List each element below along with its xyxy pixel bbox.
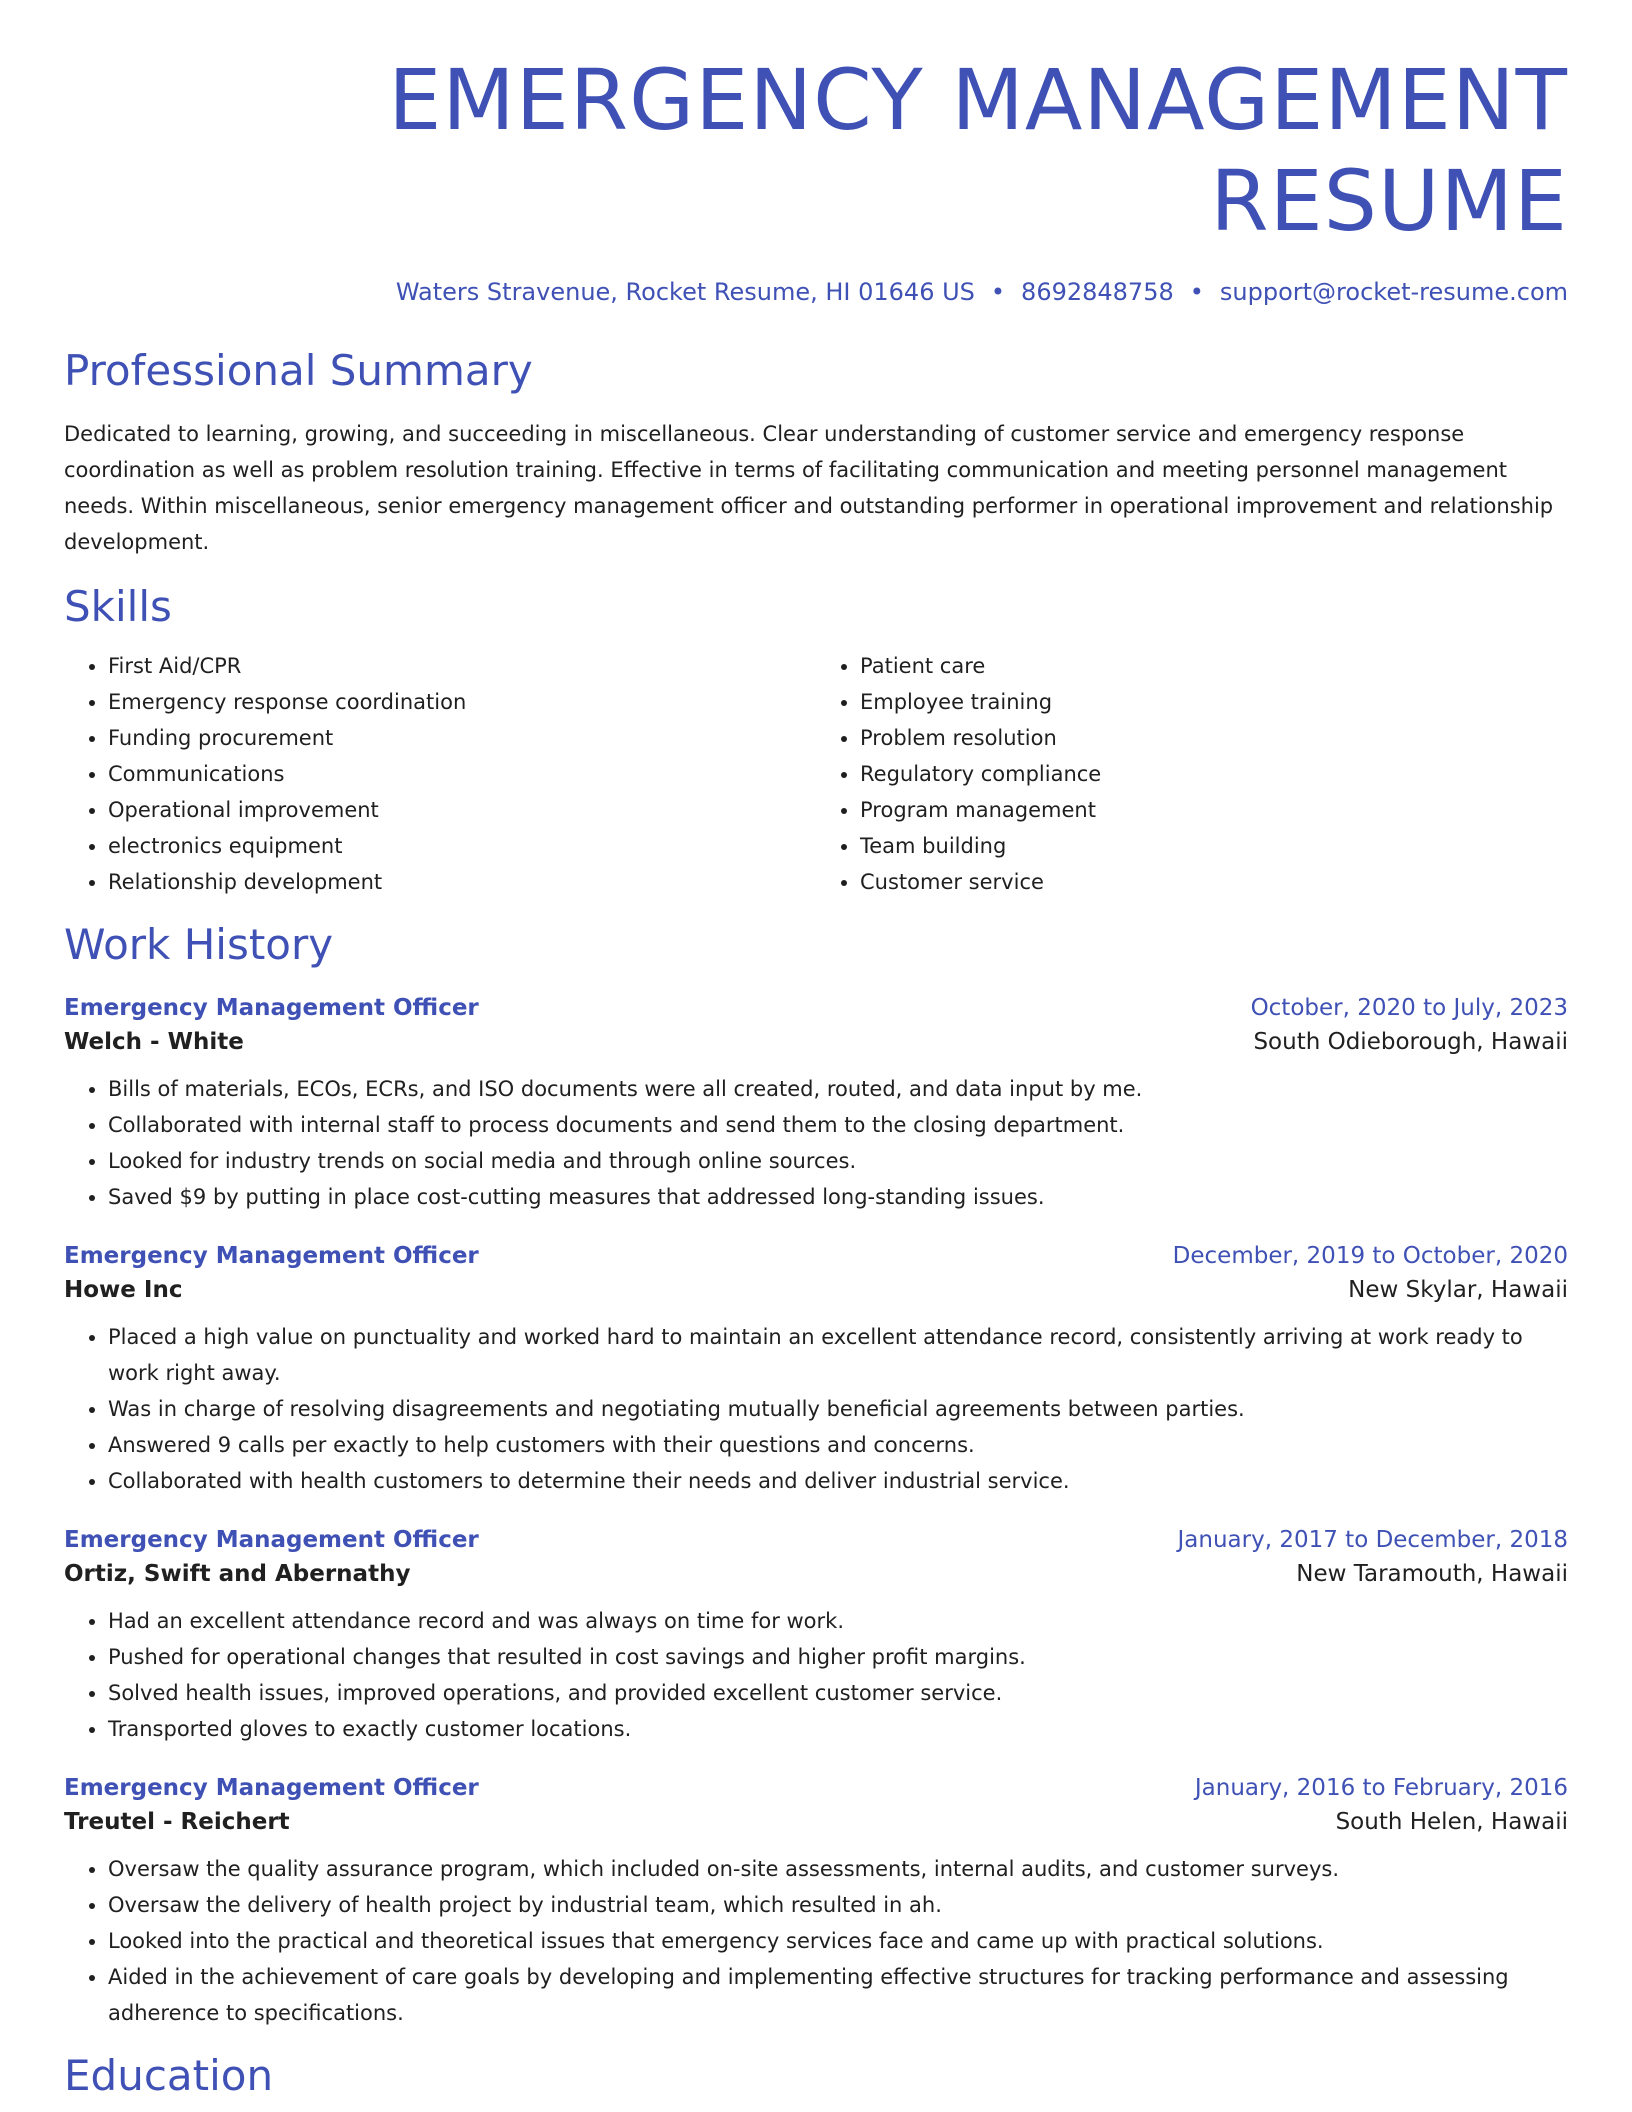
job-bullet: • Bills of materials, ECOs, ECRs, and ISO documents were all created, routed, and data input by me. xyxy=(108,1071,1568,1107)
work-history-section xyxy=(64,920,1568,2030)
job-company: Treutel - Reichert xyxy=(64,1808,290,1835)
phone-number: 8692848758 xyxy=(1021,277,1174,306)
education-section xyxy=(64,2051,1568,2101)
job-title: Emergency Management Officer xyxy=(64,1774,479,1801)
skill-item: • Program management xyxy=(860,792,1568,828)
page-title: EMERGENCY MANAGEMENT RESUME xyxy=(388,51,1568,250)
skill-item: • Operational improvement xyxy=(108,792,816,828)
job-title: Emergency Management Officer xyxy=(64,1242,479,1269)
job-bullets xyxy=(64,1319,1568,1499)
separator-dot: • xyxy=(990,277,1006,306)
skill-item: • Funding procurement xyxy=(108,720,816,756)
job-bullet: • Answered 9 calls per exactly to help customers with their questions and concerns. xyxy=(108,1427,1568,1463)
job-bullet: • Had an excellent attendance record and was always on time for work. xyxy=(108,1603,1568,1639)
job-bullet: • Solved health issues, improved operations, and provided excellent customer service. xyxy=(108,1675,1568,1711)
separator-dot: • xyxy=(1189,277,1204,306)
job-bullet: • Oversaw the quality assurance program, which included on-site assessments, internal audits, and customer surveys. xyxy=(108,1851,1568,1887)
job-bullet: • Collaborated with internal staff to process documents and send them to the closing department. xyxy=(108,1107,1568,1143)
summary-text: Dedicated to learning, growing, and succeeding in miscellaneous. Clear understanding of customer service and emergency response coordination as well as problem resolution training. Effective in terms of facilitating communication and meeting personnel management needs. Within miscellaneous, senior emergency management officer and outstanding performer in operational improvement and relationship development. xyxy=(64,421,1554,554)
job-bullets xyxy=(64,1851,1568,2031)
skill-item: • Communications xyxy=(108,756,816,792)
skills-section xyxy=(64,582,1568,900)
job-company-row xyxy=(64,1029,1568,1055)
job-bullet: • Collaborated with health customers to determine their needs and deliver industrial service. xyxy=(108,1463,1568,1499)
job-company: Howe Inc xyxy=(64,1276,183,1303)
skill-item: • Regulatory compliance xyxy=(860,756,1568,792)
job-title: Emergency Management Officer xyxy=(64,994,479,1021)
job-company-row xyxy=(64,1277,1568,1303)
job-bullets xyxy=(64,1603,1568,1747)
job-location: South Helen, Hawaii xyxy=(1335,1808,1568,1835)
job-header-row xyxy=(64,1243,1568,1269)
section-title-skills: Skills xyxy=(64,581,172,631)
job-dates: December, 2019 to October, 2020 xyxy=(1172,1242,1568,1269)
job-dates: January, 2016 to February, 2016 xyxy=(1194,1774,1568,1801)
job-bullet: • Looked for industry trends on social media and through online sources. xyxy=(108,1143,1568,1179)
job-bullet: • Placed a high value on punctuality and worked hard to maintain an excellent attendance record, consistently arriving at work ready to work right away. xyxy=(108,1319,1568,1391)
job-entry xyxy=(64,1243,1568,1499)
job-bullet: • Looked into the practical and theoretical issues that emergency services face and came up with practical solutions. xyxy=(108,1923,1568,1959)
job-company-row xyxy=(64,1809,1568,1835)
skill-item: • Employee training xyxy=(860,684,1568,720)
section-title-summary: Professional Summary xyxy=(64,345,533,395)
skill-item: • Team building xyxy=(860,828,1568,864)
skills-list-left xyxy=(64,648,816,900)
job-bullet: • Aided in the achievement of care goals by developing and implementing effective structures for tracking performance and assessing adherence to specifications. xyxy=(108,1959,1568,2031)
skill-item: • First Aid/CPR xyxy=(108,648,816,684)
job-bullet: • Saved $9 by putting in place cost-cutting measures that addressed long-standing issues. xyxy=(108,1179,1568,1215)
address: Waters Stravenue, Rocket Resume, HI 01646 US xyxy=(395,277,975,306)
section-title-work-history: Work History xyxy=(64,920,334,970)
resume-header xyxy=(64,50,1568,306)
email-address: support@rocket-resume.com xyxy=(1219,277,1568,306)
job-header-row xyxy=(64,1527,1568,1553)
job-bullet: • Transported gloves to exactly customer locations. xyxy=(108,1711,1568,1747)
job-bullet: • Oversaw the delivery of health project by industrial team, which resulted in ah. xyxy=(108,1887,1568,1923)
skill-item: • Emergency response coordination xyxy=(108,684,816,720)
professional-summary-section xyxy=(64,346,1568,560)
job-bullets xyxy=(64,1071,1568,1215)
skill-item: • Customer service xyxy=(860,864,1568,900)
job-title: Emergency Management Officer xyxy=(64,1526,479,1553)
skill-item: • electronics equipment xyxy=(108,828,816,864)
job-company: Welch - White xyxy=(64,1028,244,1055)
job-bullet: • Pushed for operational changes that resulted in cost savings and higher profit margins. xyxy=(108,1639,1568,1675)
contact-line xyxy=(64,278,1568,306)
job-location: New Skylar, Hawaii xyxy=(1348,1276,1568,1303)
skills-list-right xyxy=(816,648,1568,900)
job-location: New Taramouth, Hawaii xyxy=(1296,1560,1568,1587)
job-company-row xyxy=(64,1561,1568,1587)
job-entry xyxy=(64,1775,1568,2031)
skill-item: • Problem resolution xyxy=(860,720,1568,756)
section-title-education: Education xyxy=(64,2050,274,2100)
job-header-row xyxy=(64,995,1568,1021)
job-location: South Odieborough, Hawaii xyxy=(1253,1028,1568,1055)
skills-grid xyxy=(64,648,1568,900)
skill-item: • Patient care xyxy=(860,648,1568,684)
job-company: Ortiz, Swift and Abernathy xyxy=(64,1560,411,1587)
job-dates: October, 2020 to July, 2023 xyxy=(1250,994,1568,1021)
job-entry xyxy=(64,995,1568,1215)
job-dates: January, 2017 to December, 2018 xyxy=(1177,1526,1568,1553)
skill-item: • Relationship development xyxy=(108,864,816,900)
job-entry xyxy=(64,1527,1568,1747)
job-header-row xyxy=(64,1775,1568,1801)
job-bullet: • Was in charge of resolving disagreements and negotiating mutually beneficial agreements between parties. xyxy=(108,1391,1568,1427)
